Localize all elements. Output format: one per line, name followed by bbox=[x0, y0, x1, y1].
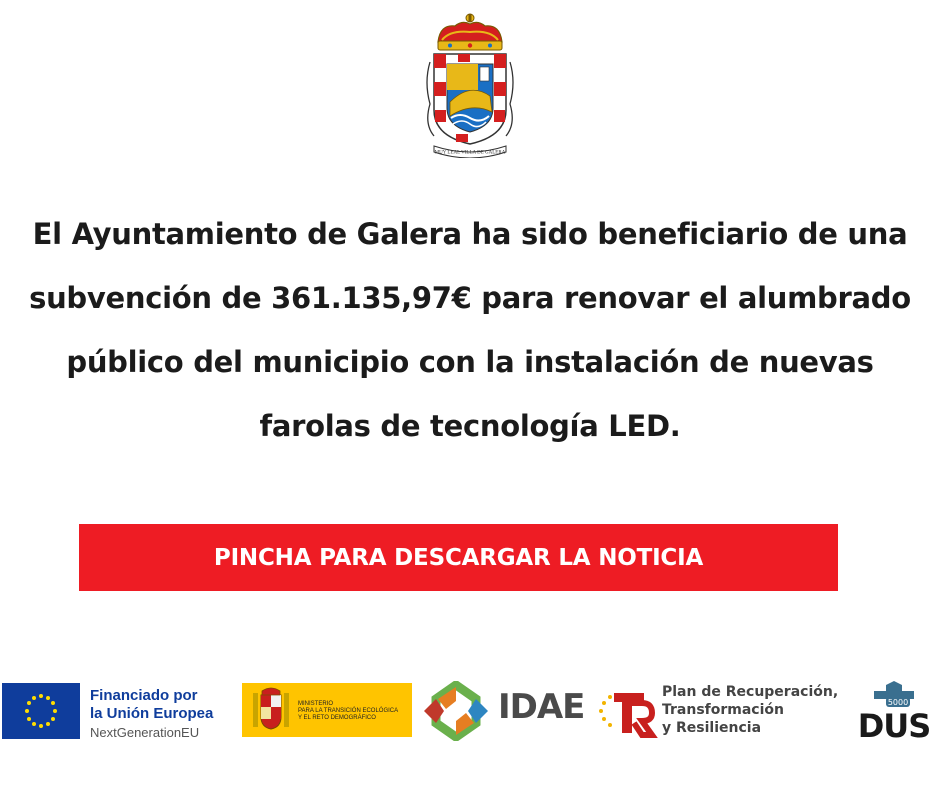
dus-5000-logo bbox=[852, 679, 936, 745]
recovery-line-2: Transformación bbox=[662, 702, 784, 718]
headline-line-2: subvención de 361.135,97€ para renovar el alumbrado bbox=[29, 281, 911, 315]
eu-funding-logo bbox=[2, 683, 226, 739]
spain-coat-of-arms-icon bbox=[246, 683, 296, 737]
headline-line-3: público del municipio con la instalación de nuevas bbox=[66, 345, 874, 379]
headline bbox=[20, 202, 920, 458]
recovery-plan-icon bbox=[596, 681, 658, 741]
recovery-line-1: Plan de Recuperación, bbox=[662, 684, 839, 700]
eu-line-2: la Unión Europea bbox=[90, 705, 214, 722]
eu-flag-icon bbox=[2, 683, 80, 739]
eu-line-3: NextGenerationEU bbox=[90, 725, 200, 740]
idae-logo bbox=[418, 681, 583, 741]
ministerio-line-2: PARA LA TRANSICIÓN ECOLÓGICA bbox=[298, 708, 399, 714]
municipal-crest-logo bbox=[420, 12, 520, 158]
dus-label: DUS bbox=[857, 707, 931, 745]
crest-motto: MUY LEAL VILLA DE GALERA bbox=[434, 150, 506, 156]
idae-emblem-icon bbox=[418, 681, 494, 741]
funding-logos bbox=[0, 675, 940, 745]
recovery-line-3: y Resiliencia bbox=[662, 720, 762, 736]
ministerio-logo bbox=[242, 683, 412, 737]
dus-badge: 5000 bbox=[887, 698, 909, 707]
ministerio-line-1: MINISTERIO bbox=[298, 701, 334, 707]
recovery-plan-logo bbox=[596, 681, 846, 743]
download-news-label: PINCHA PARA DESCARGAR LA NOTICIA bbox=[213, 544, 704, 571]
crown-icon bbox=[438, 14, 502, 50]
headline-line-1: El Ayuntamiento de Galera ha sido beneficiario de una bbox=[32, 217, 908, 251]
ministerio-line-3: Y EL RETO DEMOGRÁFICO bbox=[298, 715, 376, 721]
idae-label: IDAE bbox=[498, 687, 585, 727]
eu-line-1: Financiado por bbox=[90, 687, 198, 704]
headline-line-4: farolas de tecnología LED. bbox=[259, 409, 681, 443]
download-news-button[interactable] bbox=[79, 524, 838, 591]
